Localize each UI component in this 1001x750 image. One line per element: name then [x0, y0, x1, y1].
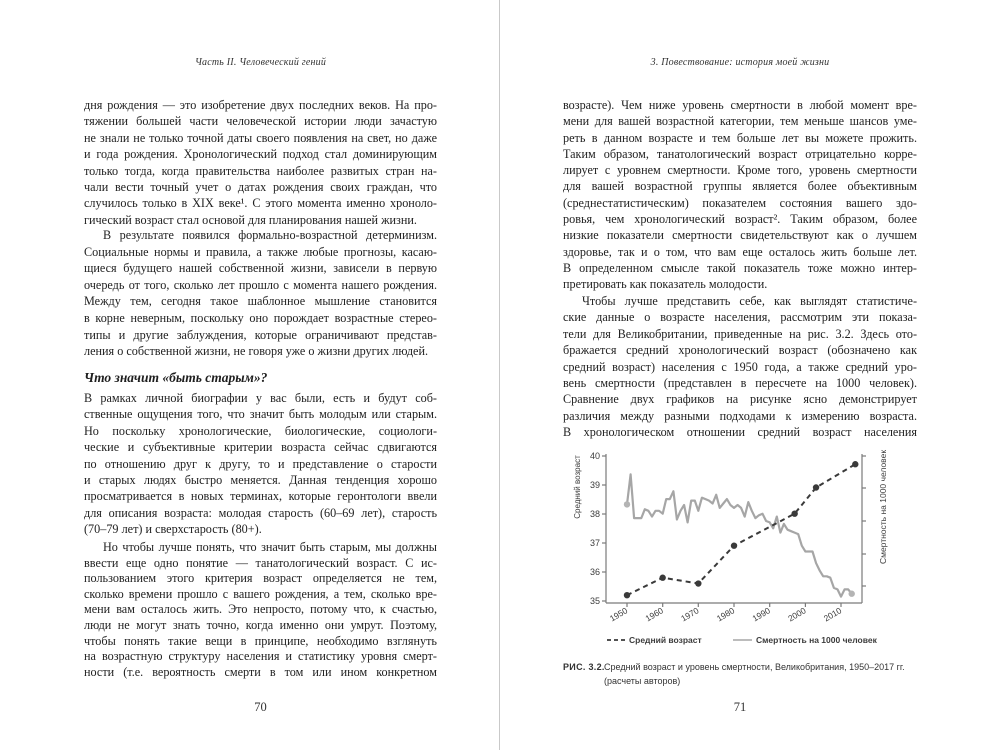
series-median-age-markers	[624, 461, 859, 598]
data-point-marker	[813, 484, 819, 490]
text-line: мени вам осталось жить. Это непросто, потому что, к счастью,	[84, 602, 437, 617]
series-mortality-endpoints	[624, 501, 855, 597]
text-line: люди не могут знать точно, когда именно они умрут. Поэтому,	[84, 617, 437, 632]
series-end-marker	[849, 591, 855, 597]
text-line: ления о собственной жизни, не говоря уже о жизни других людей.	[84, 344, 429, 359]
data-point-marker	[731, 543, 737, 549]
paragraph	[84, 97, 437, 228]
text-line: тяжении большей части человеческой истории люди зачастую	[84, 114, 437, 129]
text-line: на возрастную структуру населения и статистику уровня смерт-	[84, 649, 437, 664]
text-line: ности (т.е. вероятность смерти в том или ином конкретном	[84, 664, 437, 679]
text-line: возрасте). Чем ниже уровень смертности в любой момент вре-	[563, 98, 917, 112]
text-line: для описания возраста: молодая старость (60–69 лет), старость	[84, 505, 437, 520]
text-line: (среднестатистическим) показателем состояния вашего здо-	[563, 195, 917, 210]
text-line: для вашей возрастной группы является более объективным	[563, 179, 917, 194]
x-tick-label: 1970	[679, 605, 701, 624]
text-line: ровья, чем хронологический возраст². Таким образом, более	[563, 212, 917, 227]
page-number-left: 70	[254, 700, 267, 714]
text-line: ческие и субъективные критерии возраста сейчас сдвигаются	[84, 440, 437, 455]
y-tick-label: 36	[589, 567, 600, 577]
text-line: Но чтобы лучше понять, что значит быть старым, мы должны	[103, 540, 437, 554]
x-tick-label: 1980	[714, 605, 737, 624]
text-line: просматривается в новых терминах, которые геронтологи ввели	[84, 489, 437, 504]
data-point-marker	[852, 461, 858, 467]
running-head-right: 3. Повествование: история моей жизни	[650, 57, 830, 68]
running-head-left: Часть II. Человеческий гений	[194, 57, 327, 68]
data-point-marker	[659, 575, 665, 581]
text-line: (70–79 лет) и сверхстарость (80+).	[84, 522, 262, 537]
text-line: гический возраст стал основой для планирования нашей жизни.	[84, 212, 417, 227]
figure-label: РИС. 3.2.	[563, 662, 605, 672]
text-line: различия между разными подходами к измерению возраста.	[563, 408, 917, 423]
text-line: ственные ощущения того, что значит быть молодым или старым.	[84, 407, 437, 422]
text-line: В определенном смысле такой показатель тоже можно интер-	[563, 260, 917, 275]
figure-chart	[550, 440, 890, 655]
x-tick-labels	[608, 605, 844, 623]
text-line: очередь от того, сколько лет прошло с момента нашего рождения.	[84, 277, 437, 292]
text-line: пользованием этого критерия возраст определяется не тем,	[84, 571, 437, 586]
text-line: ские данные о возрасте населения, рассмотрим эти показа-	[563, 310, 917, 325]
text-line: только тогда, когда правительства наиболее развитых стран на-	[84, 163, 437, 178]
y-tick-label: 38	[589, 509, 600, 519]
text-line: в корне неверным, поскольку оно порождает возрастные стерео-	[84, 310, 437, 325]
text-line: Но поскольку хронологические, биологические, социологи-	[84, 423, 437, 438]
right-axis-title: Смертность на 1000 человек	[878, 449, 888, 565]
chart-legend	[607, 635, 878, 645]
text-line: низкие показатели смертности свидетельствуют как о лучшем	[563, 228, 917, 243]
text-line: претировать как показатель молодости.	[563, 277, 768, 292]
series-start-marker	[624, 501, 630, 507]
section-heading: Что значит «быть старым»?	[84, 370, 268, 385]
text-line: и года рождения. Хронологический подход стал доминирующим	[84, 147, 437, 162]
data-point-marker	[695, 580, 701, 586]
left-page	[84, 0, 437, 750]
y-tick-label: 37	[589, 538, 600, 548]
text-line: тели для Великобритании, приведенные на рис. 3.2. Здесь ото-	[563, 326, 917, 341]
text-line: вень смертности (представлен в пересчете на 1000 человек).	[563, 376, 917, 391]
x-tick-label: 2000	[786, 605, 808, 624]
text-line: лирует с уровнем смертности. Кроме того, уровень смертности	[563, 163, 917, 178]
left-axis-title: Средний возраст	[573, 455, 582, 519]
text-line: средний возраст) населения с 1950 года, а также средний уро-	[563, 359, 917, 374]
text-line: мени для вашей возрастной категории, тем меньше шансов уме-	[563, 114, 917, 129]
book-gutter	[499, 0, 500, 750]
text-line: случилось только в XIX веке¹. С этого момента именно хроноло-	[84, 196, 437, 211]
text-line: чали вести точный учет о датах рождения своих граждан, что	[84, 180, 437, 195]
text-line: Социальные нормы и правила, а также любые прогнозы, касаю-	[84, 244, 437, 259]
text-line: ввести еще одно понятие — танатологический возраст. С ис-	[84, 555, 437, 570]
x-tick-label: 1950	[607, 605, 630, 624]
text-line: Таким образом, танатологический возраст отрицательно корре-	[563, 146, 917, 161]
x-tick-label: 1990	[750, 605, 772, 624]
axes	[602, 454, 866, 607]
paragraph	[563, 293, 917, 441]
paragraph	[84, 390, 437, 538]
x-tick-label: 2010	[821, 605, 844, 624]
text-line: здоровье, так и о том, что вам еще осталось жить больше лет.	[563, 244, 917, 259]
data-point-marker	[624, 592, 630, 598]
text-line: реть в данном возрасте и тем больше лет вы можете прожить.	[563, 130, 917, 145]
legend-label-mortality: Смертность на 1000 человек	[756, 635, 877, 645]
y-tick-label: 39	[589, 480, 600, 490]
x-tick-label: 1960	[643, 605, 665, 624]
y-tick-labels	[590, 451, 600, 606]
text-line: Между тем, сегодня такое шаблонное мышление становится	[84, 294, 437, 309]
text-line: типы и другие заблуждения, которые ограничивают представ-	[84, 327, 437, 342]
text-line: В рамках личной биографии у вас были, есть и будут соб-	[84, 391, 437, 405]
y-tick-label: 35	[589, 596, 600, 606]
text-line: В результате появился формально-возрастной детерминизм.	[103, 228, 437, 242]
text-line: В хронологическом отношении средний возраст населения	[563, 425, 917, 440]
text-line: дня рождения — это изобретение двух последних веков. На про-	[84, 98, 437, 112]
legend-label-median-age: Средний возраст	[629, 635, 702, 645]
y-tick-label: 40	[589, 451, 600, 461]
text-line: Чтобы лучше представить себе, как выглядят статистиче-	[582, 294, 917, 308]
text-line: щиеся будущего нашей собственной жизни, зависели в первую	[84, 261, 437, 276]
figure-caption-note: (расчеты авторов)	[604, 676, 681, 686]
paragraph	[84, 227, 437, 360]
figure-caption: Средний возраст и уровень смертности, Великобритания, 1950–2017 гг.	[604, 662, 905, 672]
text-line: чтобы понять такие вещи в принципе, необходимо взглянуть	[84, 633, 437, 648]
text-line: по отношению друг к другу, то и представление о старости	[84, 456, 437, 471]
text-line: не знали не только точной даты своего появления на свет, но даже	[84, 130, 437, 145]
text-line: Сравнение двух графиков на рисунке ясно демонстрирует	[563, 392, 917, 407]
paragraph	[563, 97, 917, 293]
text-line: и старых людях быстро меняется. Данная тенденция хорошо	[84, 473, 437, 488]
data-point-marker	[791, 511, 797, 517]
paragraph	[84, 540, 437, 680]
text-line: сколько времени прошло с вашего рождения, а тем, сколько вре-	[84, 586, 437, 601]
page-number-right: 71	[733, 700, 747, 714]
text-line: бражается средний хронологический возраст (обозначено как	[563, 343, 917, 358]
